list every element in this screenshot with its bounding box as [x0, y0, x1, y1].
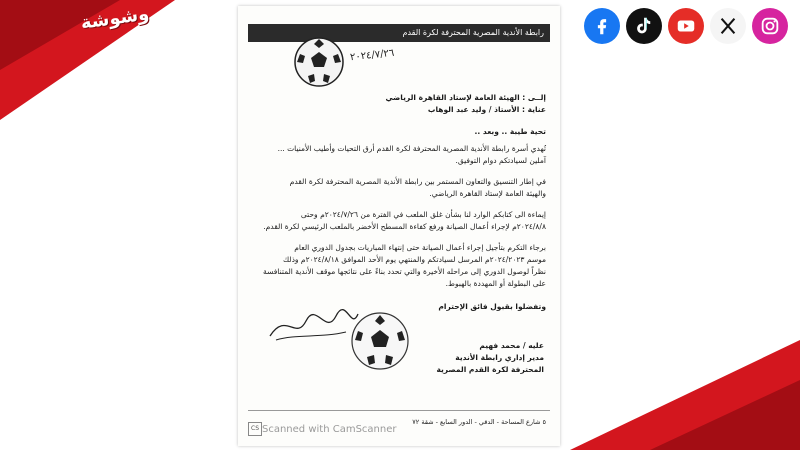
league-logo-icon [293, 36, 345, 88]
signature-icon [266, 306, 361, 346]
brand-logo[interactable]: وشوشة [79, 3, 151, 34]
letter-document [238, 6, 560, 446]
signer-title: المحترفة لكرة القدم المصرية [436, 365, 544, 374]
letterhead-bar: رابطة الأندية المصرية المحترفة لكرة القدم [248, 24, 550, 42]
paragraph-line: نظراً لوصول الدوري إلى مراحله الأخيرة والتي تحدد بناءً على نتائجها موقف الأندية المتنافسة [263, 267, 546, 276]
social-links [584, 8, 788, 44]
paragraph-line: آملين لسيادتكم دوام التوفيق. [455, 156, 546, 165]
x-icon[interactable] [710, 8, 746, 44]
signer-name: عليه / محمد فهيم [479, 341, 544, 350]
signer-title: مدير إداري رابطة الأندية [455, 353, 544, 362]
recipient-line: إلــى : الهيئة العامة لإستاد القاهرة الرياضي [385, 93, 546, 102]
camscanner-icon: CS [248, 422, 262, 436]
league-seal-icon [350, 311, 410, 371]
paragraph-line: تُهدي أسرة رابطة الأندية المصرية المحترفة لكرة القدم أرق التحيات وأطيب الأمنيات ... [277, 144, 546, 153]
paragraph-line: برجاء التكرم بتأجيل إجراء أعمال الصيانة حتى إنتهاء المباريات بجدول الدوري العام [294, 243, 546, 252]
closing-line: وتفضلوا بقبول فائق الإحترام [438, 302, 546, 311]
document-date: ٢٠٢٤/٧/٢٦ [349, 47, 395, 64]
scanner-watermark: Scanned with CamScanner [262, 424, 397, 435]
paragraph-line: إيماءة الى كتابكم الوارد لنا بشأن غلق الملعب في الفترة من ٢٠٢٤/٧/٢٦م وحتى [300, 210, 546, 219]
greeting: تحية طيبة .. وبعد .. [474, 127, 546, 136]
paragraph-line: ٢٠٢٤/٨/٨م لإجراء أعمال الصيانة ورفع كفاءة المسطح الأخضر بالملعب الرئيسي لكرة القدم. [263, 222, 546, 231]
tiktok-icon[interactable] [626, 8, 662, 44]
instagram-icon[interactable] [752, 8, 788, 44]
paragraph-line: موسم ٢٠٢٤/٢٠٢٣م المرسل لسيادتكم والمنتهي يوم الأحد الموافق ٢٠٢٤/٨/١٨م وذلك [282, 255, 546, 264]
paragraph-line: في إطار التنسيق والتعاون المستمر بين رابطة الأندية المصرية المحترفة لكرة القدم [289, 177, 546, 186]
footer-divider [248, 410, 550, 411]
paragraph-line: والهيئة العامة لإستاد القاهرة الرياضي. [429, 189, 546, 198]
youtube-icon[interactable] [668, 8, 704, 44]
facebook-icon[interactable] [584, 8, 620, 44]
paragraph-line: على البطولة أو المهددة بالهبوط. [445, 279, 546, 288]
footer-address: ٥ شارع المساحة - الدقي - الدور السابع - شقة ٧٢ [412, 418, 546, 426]
attention-line: عناية : الأستاذ / وليد عبد الوهاب [427, 105, 546, 114]
